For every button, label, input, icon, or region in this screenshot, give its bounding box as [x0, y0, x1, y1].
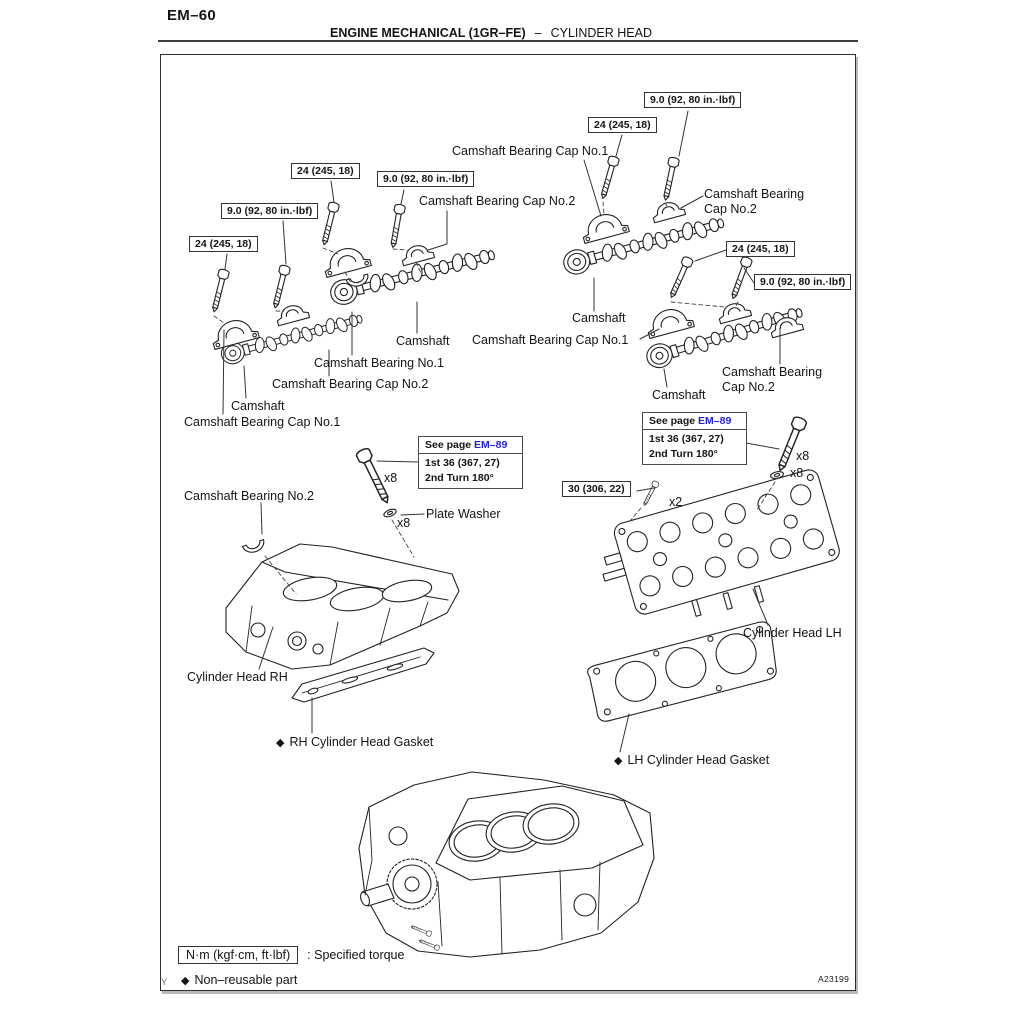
label-bearing-no2: Camshaft Bearing No.2	[184, 489, 314, 503]
torque-box-cap-nut-1: 9.0 (92, 80 in.·lbf)	[377, 171, 474, 187]
see-page-link[interactable]: EM–89	[474, 439, 508, 451]
see-page-row	[419, 437, 522, 454]
qty-x8-bolt-lh: x8	[796, 449, 810, 463]
torque-steps	[643, 430, 746, 464]
torque-box-cap-nut-3: 9.0 (92, 80 in.·lbf)	[644, 92, 741, 108]
nonreusable-legend	[181, 973, 297, 988]
see-page-prefix: See page	[425, 439, 472, 451]
torque-box-small-head-bolt: 30 (306, 22)	[562, 481, 631, 497]
running-header	[330, 26, 652, 40]
label-camshaft-left-upper: Camshaft	[396, 334, 450, 348]
label-bearing-cap-no2-wrapped-top	[704, 187, 804, 217]
torque-box-cap-nut-2: 9.0 (92, 80 in.·lbf)	[221, 203, 318, 219]
torque-step-1: 1st 36 (367, 27)	[649, 433, 724, 445]
header-rule	[158, 40, 858, 42]
label-text: RH Cylinder Head Gasket	[289, 735, 434, 749]
label-bearing-cap-no2-left: Camshaft Bearing Cap No.2	[272, 377, 429, 391]
label-bearing-cap-no2-wrapped-right	[722, 365, 822, 395]
label-cylinder-head-lh: Cylinder Head LH	[743, 626, 842, 640]
label-plate-washer: Plate Washer	[426, 507, 501, 521]
torque-step-2: 2nd Turn 180°	[425, 472, 494, 485]
label-line-2: Cap No.2	[704, 201, 757, 216]
diamond-icon: ◆	[614, 755, 623, 767]
header-subsection: CYLINDER HEAD	[550, 26, 652, 40]
torque-box-cap-bolt-3: 24 (245, 18)	[588, 117, 657, 133]
torque-steps	[419, 454, 522, 488]
qty-x2-bolt: x2	[669, 495, 683, 509]
engine-block-drawing	[359, 772, 654, 957]
see-page-box-rh	[418, 436, 523, 489]
qty-x8-washer-lh: x8	[790, 466, 804, 480]
label-bearing-cap-no1-right: Camshaft Bearing Cap No.1	[472, 333, 629, 347]
torque-step-1: 1st 36 (367, 27)	[425, 457, 500, 469]
torque-legend	[178, 946, 404, 964]
margin-letter: Y	[161, 977, 168, 988]
label-camshaft-right-upper: Camshaft	[572, 311, 626, 325]
qty-x8-washer-rh: x8	[397, 516, 411, 530]
torque-box-cap-bolt-4: 24 (245, 18)	[726, 241, 795, 257]
torque-step-2: 2nd Turn 180°	[649, 448, 718, 461]
nonreusable-text: Non–reusable part	[194, 973, 298, 987]
label-bearing-cap-no2-top: Camshaft Bearing Cap No.2	[419, 194, 576, 208]
label-bearing-cap-no1-top: Camshaft Bearing Cap No.1	[452, 144, 609, 158]
label-bearing-cap-no1-left: Camshaft Bearing Cap No.1	[184, 415, 341, 429]
label-line-2: Cap No.2	[722, 379, 775, 394]
label-line-1: Camshaft Bearing	[704, 187, 805, 201]
label-lh-gasket	[614, 753, 769, 768]
label-bearing-no1: Camshaft Bearing No.1	[314, 356, 444, 370]
label-cylinder-head-rh: Cylinder Head RH	[187, 670, 288, 684]
header-separator: –	[534, 26, 542, 40]
see-page-prefix: See page	[649, 415, 696, 427]
header-section: ENGINE MECHANICAL (1GR–FE)	[330, 26, 526, 40]
label-camshaft-right-lower: Camshaft	[652, 388, 706, 402]
label-rh-gasket	[276, 735, 433, 750]
torque-unit-box: N·m (kgf·cm, ft·lbf)	[178, 946, 298, 964]
diamond-icon: ◆	[181, 975, 190, 987]
see-page-link[interactable]: EM–89	[698, 415, 732, 427]
torque-box-cap-bolt-2: 24 (245, 18)	[189, 236, 258, 252]
torque-box-cap-nut-4: 9.0 (92, 80 in.·lbf)	[754, 274, 851, 290]
torque-unit-desc: : Specified torque	[307, 948, 405, 962]
see-page-box-lh	[642, 412, 747, 465]
label-text: LH Cylinder Head Gasket	[627, 753, 770, 767]
torque-box-cap-bolt-1: 24 (245, 18)	[291, 163, 360, 179]
label-camshaft-left-lower: Camshaft	[231, 399, 285, 413]
diamond-icon: ◆	[276, 737, 285, 749]
page-number: EM–60	[167, 7, 217, 24]
see-page-row	[643, 413, 746, 430]
qty-x8-bolt-rh: x8	[384, 471, 398, 485]
figure-id: A23199	[818, 974, 850, 984]
label-line-1: Camshaft Bearing	[722, 365, 823, 379]
